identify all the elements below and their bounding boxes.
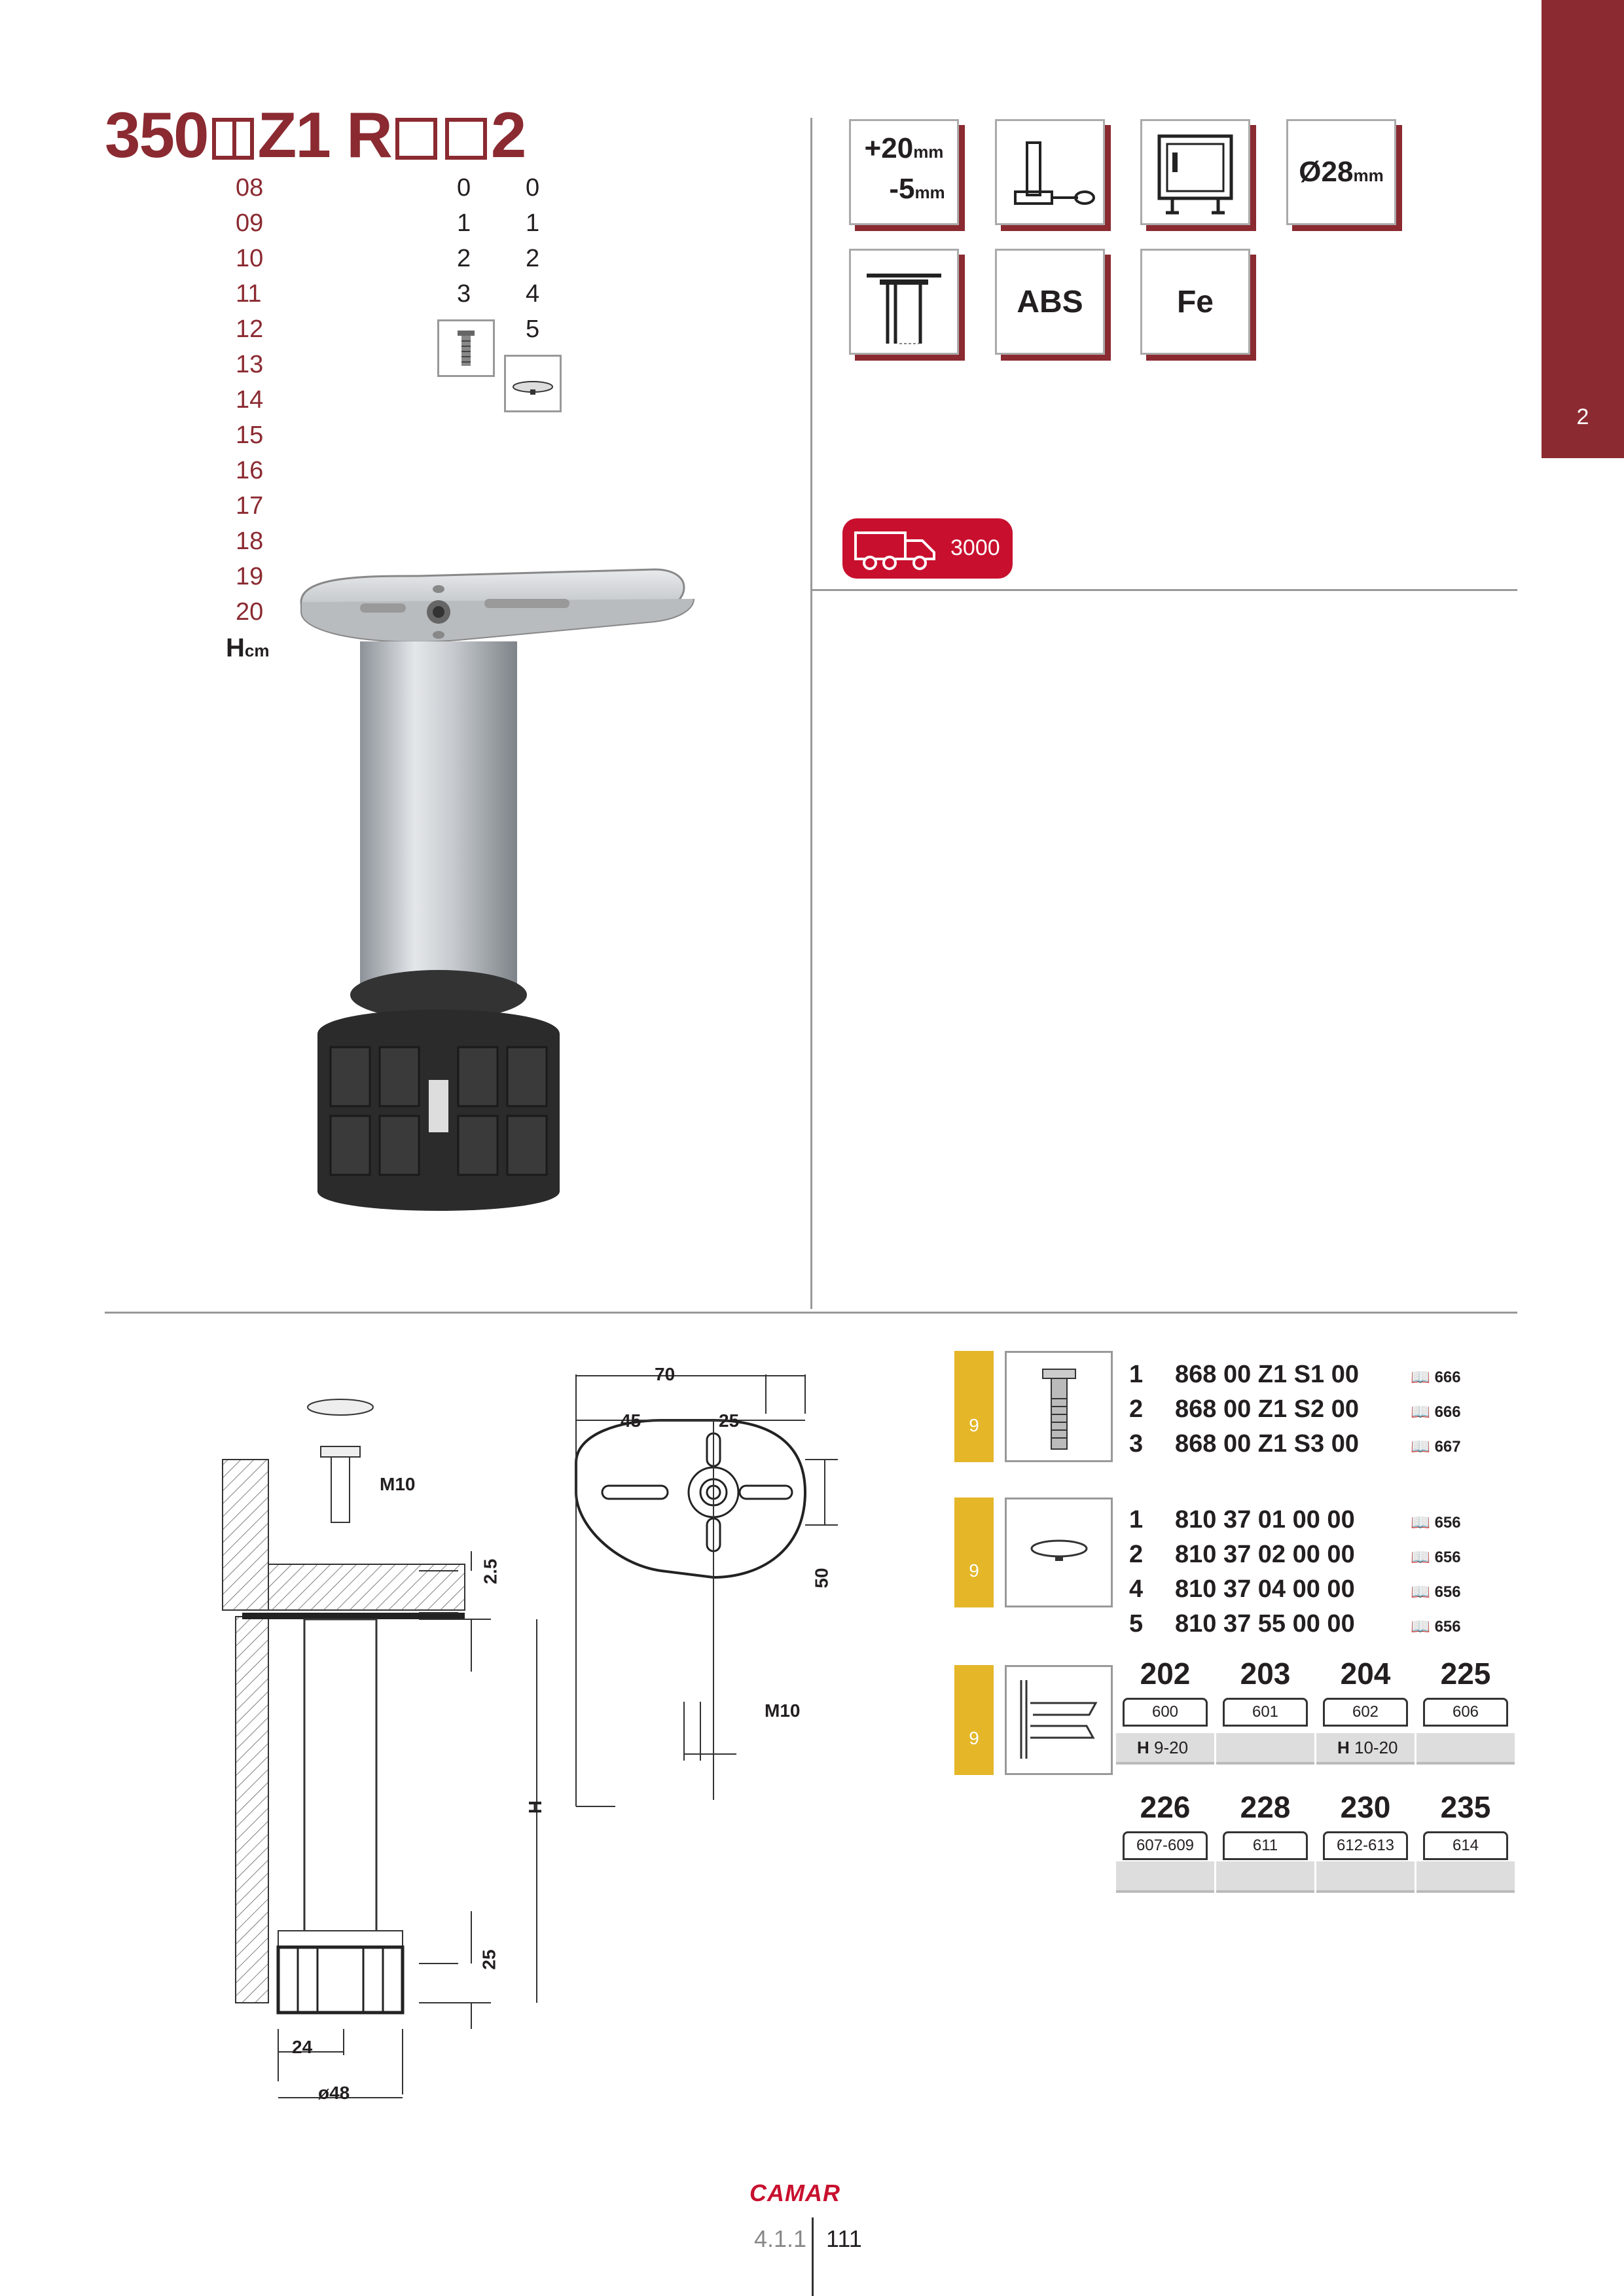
screw-option-thumbnail [437,319,495,377]
dim-diameter-48: ø48 [318,2083,350,2103]
book-icon: 📖 [1411,1618,1435,1636]
height-item: 10 [236,245,264,272]
screw-parts-list [1129,1359,1461,1463]
clip-icon [1007,1667,1111,1772]
catalog-page-ref: 600 [1123,1698,1208,1727]
product-photo [288,563,707,1257]
cap-option-thumbnail [504,355,562,412]
height-unit-label: Hcm [226,634,270,662]
dim-70: 70 [655,1364,676,1384]
height-item: 17 [236,492,264,520]
cap-icon [1007,1499,1111,1604]
leg-section-icon [849,249,959,355]
dim-height-h: H [525,1800,546,1814]
accessory-group-tag: 9 [954,1665,994,1775]
code-suffix: 2 [490,99,526,171]
option-slot-box-1 [395,118,437,160]
list-item: 1 810 37 01 00 00 📖 656 [1129,1506,1461,1534]
technical-drawing-top [563,1361,838,1820]
list-item: 4 810 37 04 00 00 📖 656 [1129,1575,1461,1603]
list-item: 2 868 00 Z1 S2 00 📖 666 [1129,1395,1461,1423]
book-icon: 📖 [1411,1583,1435,1601]
book-icon: 📖 [1411,1403,1435,1421]
truck-icon [853,528,938,571]
catalog-page-ref: 607-609 [1123,1831,1208,1860]
catalog-page-ref: 612-613 [1323,1831,1408,1860]
page-number: 111 [826,2225,862,2252]
divider-horizontal-right [810,589,1517,591]
material-fe-icon: Fe [1140,249,1250,355]
list-item: 5 810 37 55 00 00 📖 656 [1129,1610,1461,1638]
catalog-page-ref: 602 [1323,1698,1408,1727]
divider-vertical [810,118,812,1309]
height-item: 20 [236,598,264,626]
cap-parts-list [1129,1504,1461,1643]
book-icon: 📖 [1411,1514,1435,1532]
height-list [236,170,263,630]
code-prefix: 350 [105,99,208,171]
height-range [1416,1733,1515,1765]
accessory-group-tag: 9 [954,1351,994,1462]
option-slot-box-2 [445,118,487,160]
book-icon: 📖 [1411,1549,1435,1566]
height-item: 16 [236,457,264,484]
cap-icon [506,357,560,410]
screwdriver-adjust-icon [995,119,1105,225]
option-column-1: 0 1 2 3 [457,174,471,308]
delivery-quantity-badge: 3000 [842,518,1013,579]
height-slot-box [212,118,254,160]
dim-45: 45 [621,1410,641,1431]
list-item: 2 810 37 02 00 00 📖 656 [1129,1541,1461,1568]
height-item: 19 [236,563,264,590]
clip-accessory-image [1005,1665,1113,1775]
section-reference: 4.1.1 [754,2225,807,2252]
section-tab-number: 2 [1576,404,1589,429]
height-item: 12 [236,315,264,343]
divider-horizontal-main [105,1312,1517,1314]
dim-m10-side: M10 [380,1474,416,1494]
code-middle: Z1 R [257,99,391,171]
catalog-page-ref: 611 [1223,1831,1308,1860]
section-tab [1542,0,1624,458]
book-icon: 📖 [1411,1369,1435,1386]
material-abs-icon: ABS [995,249,1105,355]
height-adjust-icon: +20mm -5mm [849,119,959,225]
brand-logo: CAMAR [749,2179,840,2206]
screw-accessory-image [1005,1351,1113,1462]
screw-icon [439,321,493,375]
height-range: H 10-20 [1316,1733,1415,1765]
height-item: 15 [236,422,264,449]
product-code [105,98,525,172]
dim-2-5: 2.5 [480,1558,501,1585]
book-icon: 📖 [1411,1438,1435,1456]
list-item: 1 868 00 Z1 S1 00 📖 666 [1129,1361,1461,1388]
height-item: 14 [236,386,264,414]
height-item: 09 [236,209,264,237]
accessory-group-tag: 9 [954,1498,994,1607]
height-item: 11 [236,280,262,308]
height-range: H 9-20 [1116,1733,1214,1765]
height-item: 13 [236,351,264,378]
catalog-page-ref: 606 [1423,1698,1508,1727]
screw-icon [1007,1353,1111,1461]
cabinet-icon [1140,119,1250,225]
dim-25-top: 25 [719,1410,740,1431]
dim-24: 24 [292,2037,313,2057]
dim-50: 50 [811,1568,832,1588]
height-item: 08 [236,174,264,202]
technical-drawing-side [196,1348,589,2114]
catalog-page-ref: 601 [1223,1698,1308,1727]
diameter-icon: Ø28mm [1286,119,1396,225]
dim-m10-top: M10 [765,1700,801,1721]
cap-accessory-image [1005,1498,1113,1607]
list-item: 3 868 00 Z1 S3 00 📖 667 [1129,1430,1461,1458]
height-range [1216,1733,1314,1765]
catalog-page-ref: 614 [1423,1831,1508,1860]
height-item: 18 [236,528,264,555]
footer-divider [812,2217,814,2296]
option-column-2: 0 1 2 4 5 [526,174,540,343]
dim-25-foot: 25 [478,1949,499,1970]
